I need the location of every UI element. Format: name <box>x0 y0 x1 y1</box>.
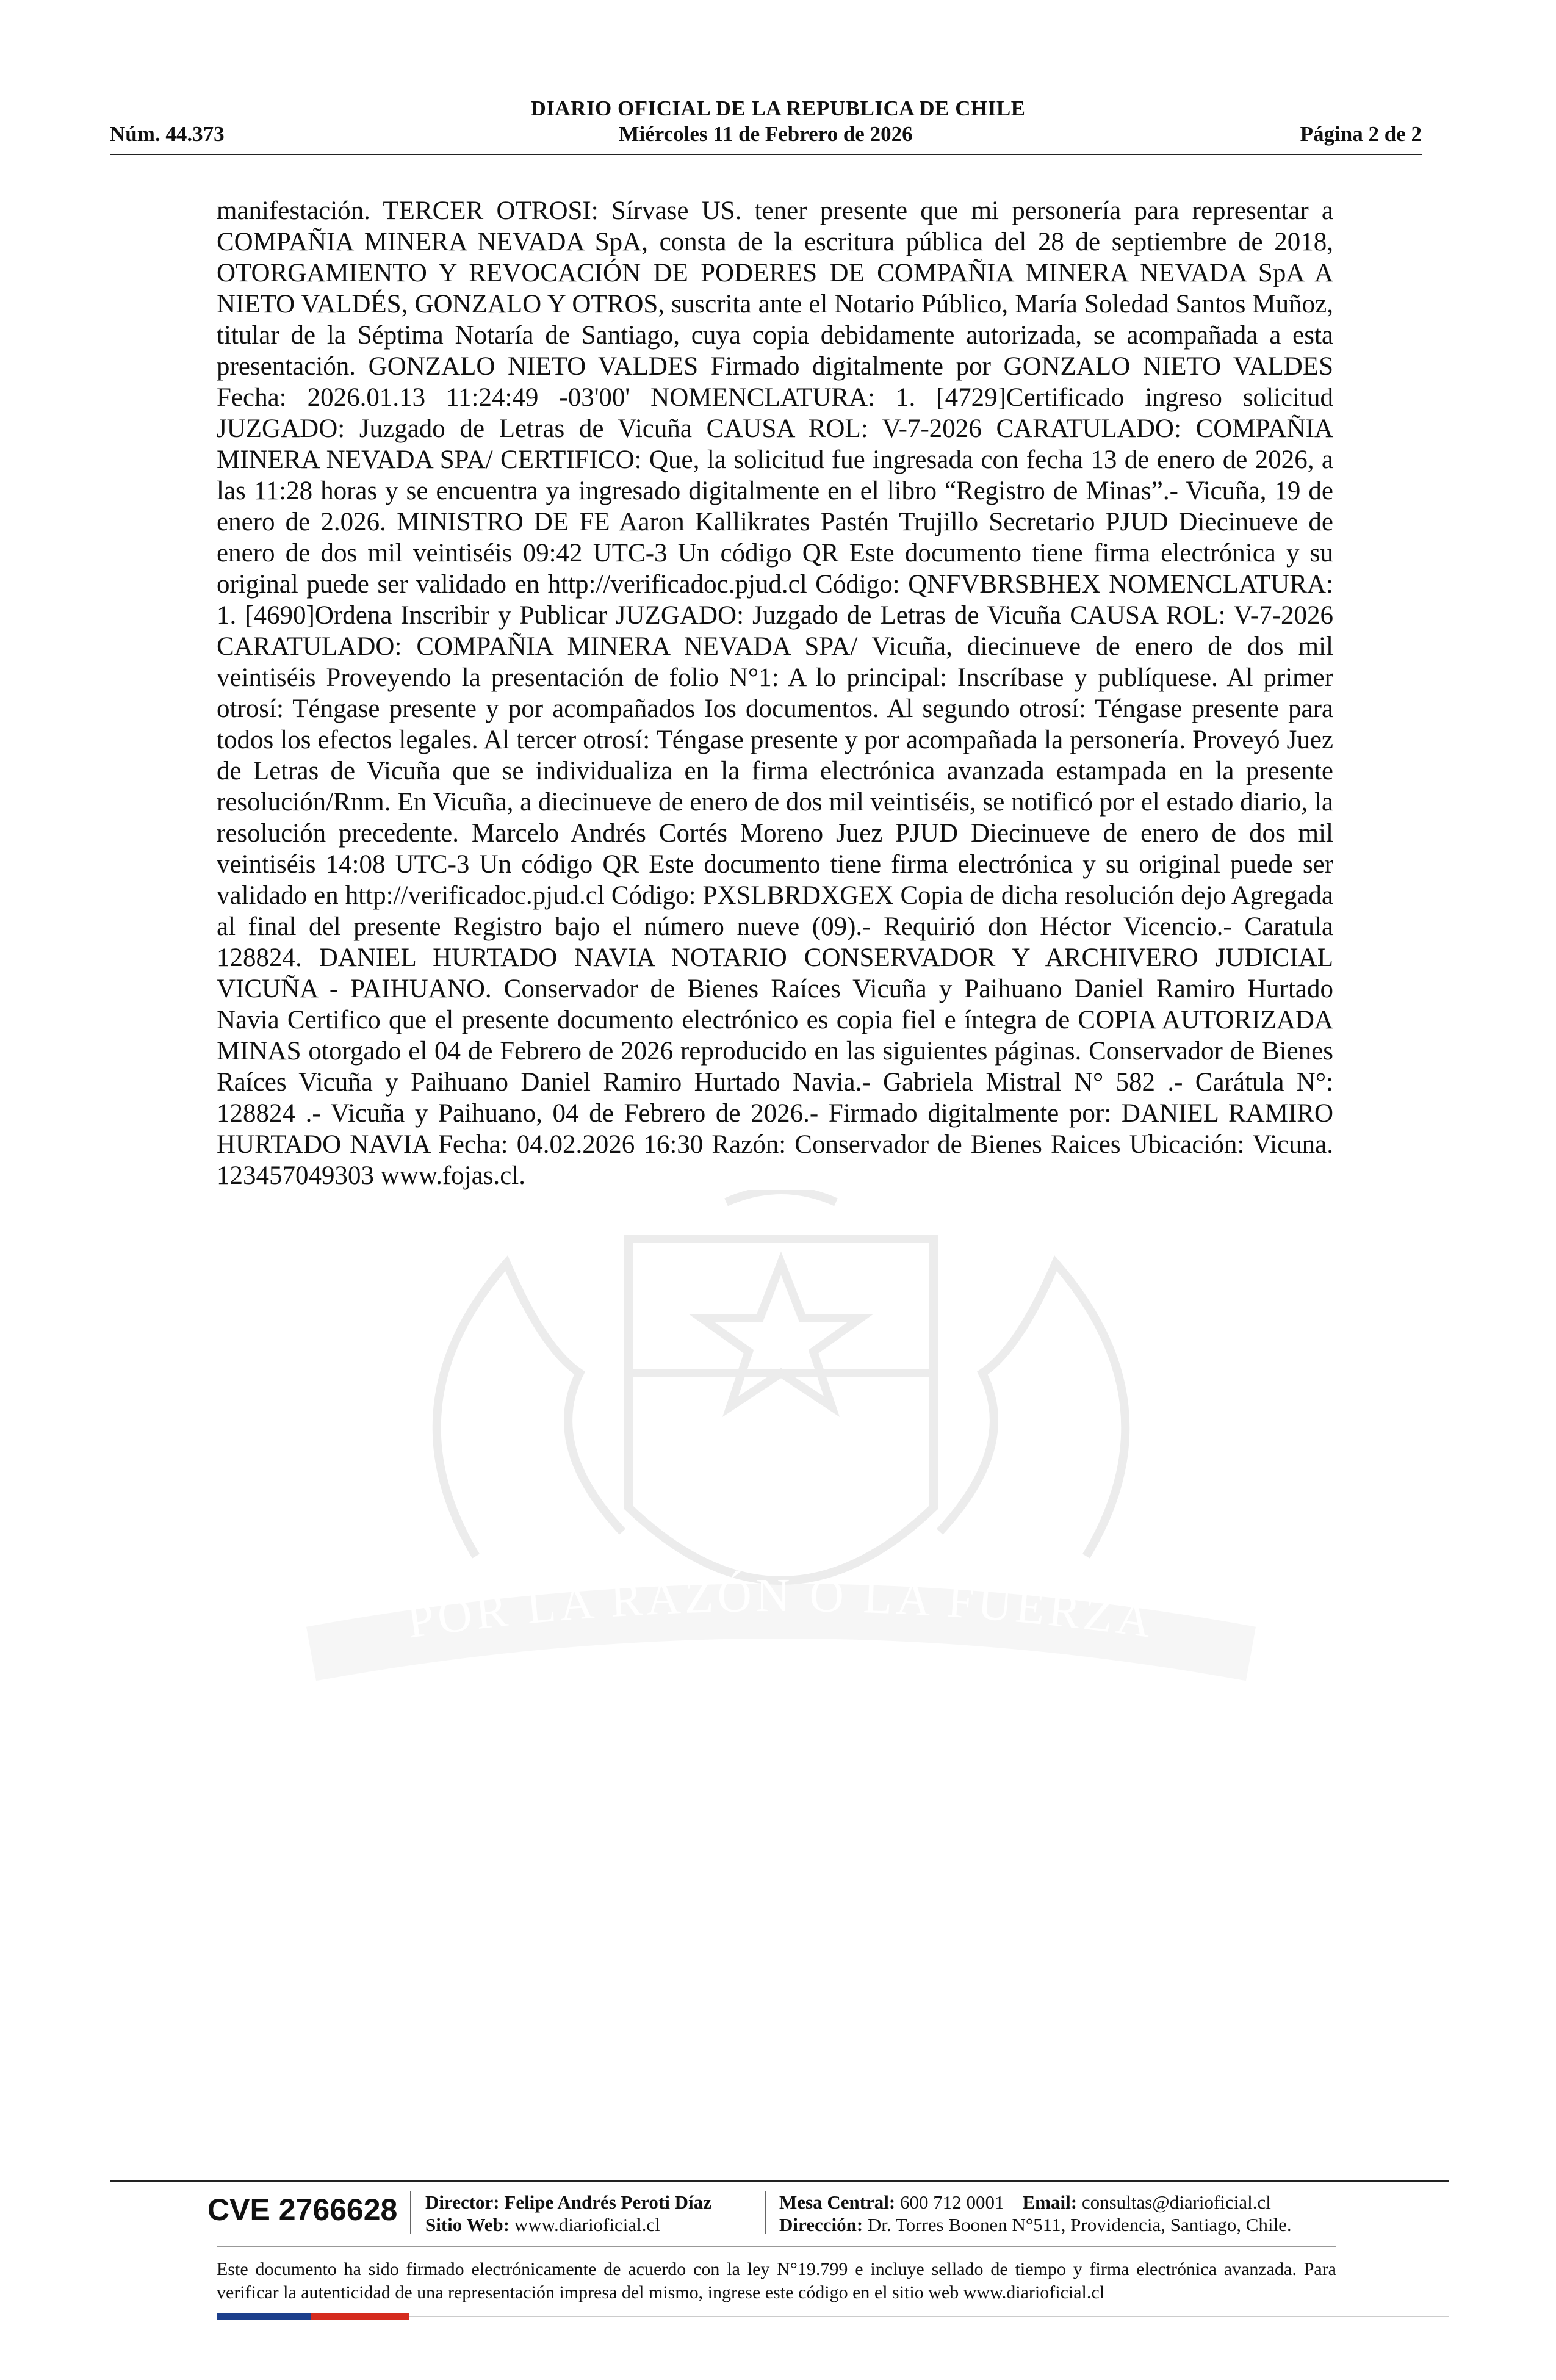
website-label: Sitio Web: <box>425 2214 510 2235</box>
issue-number: Núm. 44.373 <box>110 122 225 146</box>
document-body: manifestación. TERCER OTROSI: Sírvase US. tener presente que mi personería para representar a COMPAÑIA MINERA NEVADA SpA, consta de la escritura pública del 28 de septiembre de 2018, OTORGAMIENTO Y REVOCACIÓN DE PODERES DE COMPAÑIA MINERA NEVADA SpA A NIETO VALDÉS, GONZALO Y OTROS, suscrita ante el Notario Público, María Soledad Santos Muñoz, titular de la Séptima Notaría de Santiago, cuya copia debidamente autorizada, se acompañada a esta presentación. GONZALO NIETO VALDES Firmado digitalmente por GONZALO NIETO VALDES Fecha: 2026.01.13 11:24:49 -03'00' NOMENCLATURA: 1. [4729]Certificado ingreso solicitud JUZGADO: Juzgado de Letras de Vicuña CAUSA ROL: V-7-2026 CARATULADO: COMPAÑIA MINERA NEVADA SPA/ CERTIFICO: Que, la solicitud fue ingresada con fecha 13 de enero de 2026, a las 11:28 horas y se encuentra ya ingresado digitalmente en el libro “Registro de Minas”.- Vicuña, 19 de enero de 2.026. MINISTRO DE FE Aaron Kallikrates Pastén Trujillo Secretario PJUD Diecinueve de enero de dos mil veintiséis 09:42 UTC-3 Un código QR Este documento tiene firma electrónica y su original puede ser validado en http://verificadoc.pjud.cl Código: QNFVBRSBHEX NOMENCLATURA: 1. [4690]Ordena Inscribir y Publicar JUZGADO: Juzgado de Letras de Vicuña CAUSA ROL: V-7-2026 CARATULADO: COMPAÑIA MINERA NEVADA SPA/ Vicuña, diecinueve de enero de dos mil veintiséis Proveyendo la presentación de folio N°1: A lo principal: Inscríbase y publíquese. Al primer otrosí: Téngase presente y por acompañados Ios documentos. Al segundo otrosí: Téngase presente para todos los efectos legales. Al tercer otrosí: Téngase presente y por acompañada la personería. Proveyó Juez de Letras de Vicuña que se individualiza en la firma electrónica avanzada estampada en la presente resolución/Rnm. En Vicuña, a diecinueve de enero de dos mil veintiséis, se notificó por el estado diario, la resolución precedente. Marcelo Andrés Cortés Moreno Juez PJUD Diecinueve de enero de dos mil veintiséis 14:08 UTC-3 Un código QR Este documento tiene firma electrónica y su original puede ser validado en http://verificadoc.pjud.cl Código: PXSLBRDXGEX Copia de dicha resolución dejo Agregada al final del presente Registro bajo el número nueve (09).- Requirió don Héctor Vicencio.- Caratula 128824. DANIEL HURTADO NAVIA NOTARIO CONSERVADOR Y ARCHIVERO JUDICIAL VICUÑA - PAIHUANO. Conservador de Bienes Raíces Vicuña y Paihuano Daniel Ramiro Hurtado Navia Certifico que el presente documento electrónico es copia fiel e íntegra de COPIA AUTORIZADA MINAS otorgado el 04 de Febrero de 2026 reproducido en las siguientes páginas. Conservador de Bienes Raíces Vicuña y Paihuano Daniel Ramiro Hurtado Navia.- Gabriela Mistral N° 582 .- Carátula N°: 128824 .- Vicuña y Paihuano, 04 de Febrero de 2026.- Firmado digitalmente por: DANIEL RAMIRO HURTADO NAVIA Fecha: 04.02.2026 16:30 Razón: Conservador de Bienes Raices Ubicación: Vicuna. 123457049303 www.fojas.cl. <box>217 197 1333 1190</box>
page-number: Página 2 de 2 <box>1300 122 1422 146</box>
watermark-motto: POR LA RAZÓN O LA FUERZA <box>403 1568 1158 1648</box>
director-name: Felipe Andrés Peroti Díaz <box>504 2191 711 2213</box>
flag-red-segment <box>311 2313 409 2320</box>
footer-separator <box>765 2191 766 2234</box>
coat-of-arms-watermark <box>201 1190 1361 1800</box>
email-link[interactable]: consultas@diarioficial.cl <box>1081 2191 1271 2213</box>
signature-disclaimer: Este documento ha sido firmado electrónicamente de acuerdo con la ley N°19.799 e incluye sellado de tiempo y firma electrónica avanzada. Para verificar la autenticidad de una representación impresa del mismo, ingrese este código en el sitio web www.diarioficial.cl <box>217 2259 1336 2302</box>
footer-divider <box>110 2180 1449 2182</box>
footer-thin-divider <box>217 2246 1336 2247</box>
mesa-phone: 600 712 0001 <box>900 2191 1004 2213</box>
footer-separator <box>410 2191 411 2234</box>
flag-blue-segment <box>217 2313 311 2320</box>
website-link[interactable]: www.diarioficial.cl <box>514 2214 660 2235</box>
header-row <box>110 122 1422 149</box>
mesa-label: Mesa Central: <box>779 2191 896 2213</box>
flag-baseline <box>409 2316 1449 2317</box>
cve-code: CVE 2766628 <box>207 2193 398 2227</box>
chile-flag-stripe <box>217 2313 409 2320</box>
newspaper-title: DIARIO OFICIAL DE LA REPUBLICA DE CHILE <box>530 96 1026 120</box>
footer-director-block <box>425 2191 711 2236</box>
address-label: Dirección: <box>779 2214 863 2235</box>
issue-date: Miércoles 11 de Febrero de 2026 <box>619 122 913 146</box>
address-value: Dr. Torres Boonen N°511, Providencia, Santiago, Chile. <box>867 2214 1292 2235</box>
director-label: Director: <box>425 2191 500 2213</box>
header-divider <box>110 154 1422 155</box>
footer-contact-block <box>779 2191 1292 2236</box>
email-label: Email: <box>1022 2191 1078 2213</box>
